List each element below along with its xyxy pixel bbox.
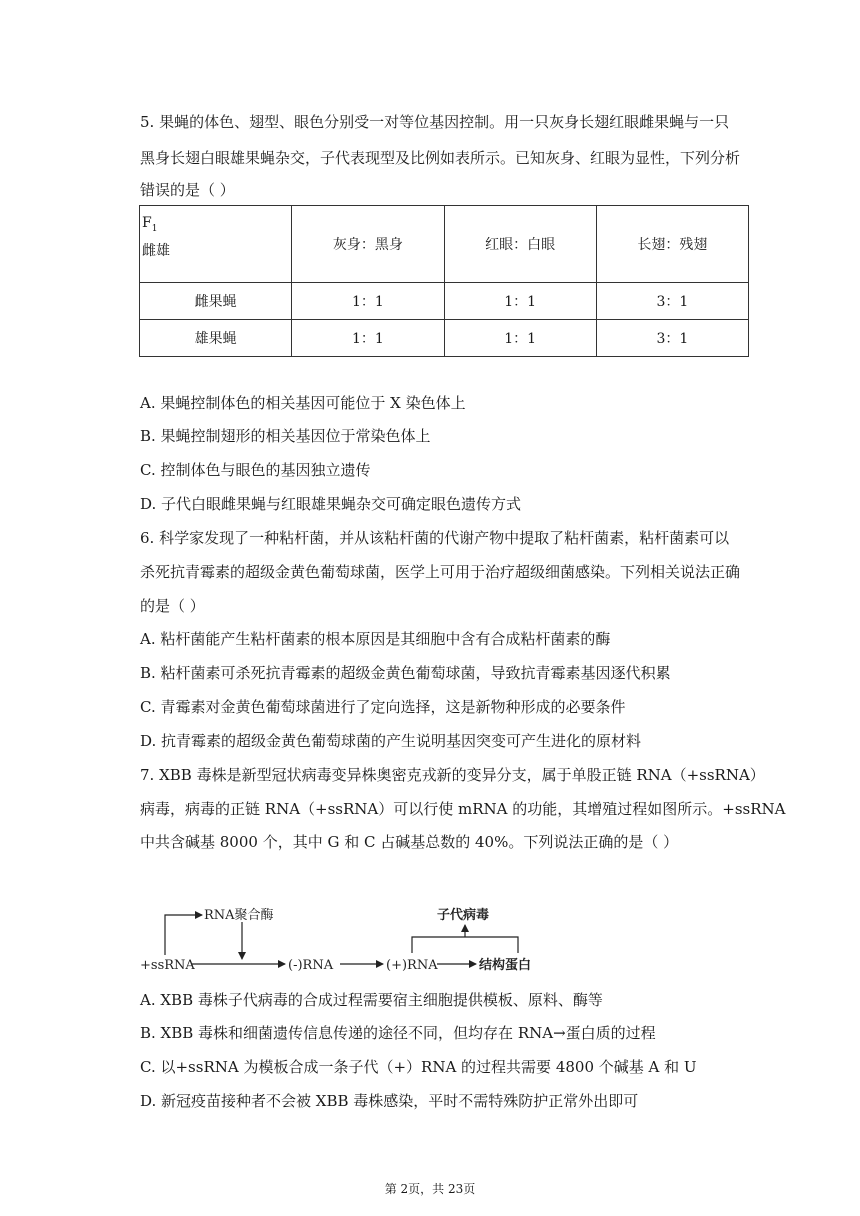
corner-f-label: F bbox=[142, 215, 152, 231]
table-cell: 3：1 bbox=[596, 283, 748, 320]
q7-option-c: C. 以+ssRNA 为模板合成一条子代（+）RNA 的过程共需要 4800 个碱基 A 和 U bbox=[140, 1058, 697, 1076]
diagram-plus-rna-label: (+)RNA bbox=[386, 958, 438, 973]
q6-option-d: D. 抗青霉素的超级金黄色葡萄球菌的产生说明基因突变可产生进化的原材料 bbox=[140, 732, 642, 750]
diagram-minus-rna-label: (-)RNA bbox=[288, 958, 334, 973]
q6-option-a: A. 粘杆菌能产生粘杆菌素的根本原因是其细胞中含有合成粘杆菌素的酶 bbox=[140, 630, 611, 648]
diagram-arrow-to-enzyme bbox=[165, 915, 202, 955]
diagram-protein-label: 结构蛋白 bbox=[479, 958, 532, 973]
table-cell: 1：1 bbox=[292, 320, 444, 357]
q5-option-b: B. 果蝇控制翅形的相关基因位于常染色体上 bbox=[140, 427, 431, 445]
table-header-cell: 灰身：黑身 bbox=[292, 206, 444, 283]
q7-stem-line-2: 病毒，病毒的正链 RNA（+ssRNA）可以行使 mRNA 的功能，其增殖过程如图所示。+ssRNA bbox=[140, 800, 786, 818]
corner-sex-label: 雌雄 bbox=[142, 242, 170, 259]
table-row bbox=[140, 320, 749, 357]
q5-option-c: C. 控制体色与眼色的基因独立遗传 bbox=[140, 461, 371, 479]
table-header-cell: 长翅：残翅 bbox=[596, 206, 748, 283]
table-header-cell: 红眼：白眼 bbox=[444, 206, 596, 283]
q7-stem-line-3: 中共含碱基 8000 个，其中 G 和 C 占碱基总数的 40%。下列说法正确的是（ ） bbox=[140, 833, 679, 851]
q6-stem-line-3: 的是（ ） bbox=[140, 597, 205, 615]
q5-option-a: A. 果蝇控制体色的相关基因可能位于 X 染色体上 bbox=[140, 394, 466, 412]
table-cell: 1：1 bbox=[292, 283, 444, 320]
diagram-enzyme-label: RNA聚合酶 bbox=[204, 908, 274, 923]
q7-option-b: B. XBB 毒株和细菌遗传信息传递的途径不同，但均存在 RNA→蛋白质的过程 bbox=[140, 1024, 656, 1042]
table-row bbox=[140, 283, 749, 320]
table-header-row bbox=[140, 206, 749, 283]
page-footer: 第 2页，共 23页 bbox=[384, 1182, 476, 1196]
diagram-offspring-label: 子代病毒 bbox=[437, 908, 490, 923]
q6-stem-line-1: 6. 科学家发现了一种粘杆菌，并从该粘杆菌的代谢产物中提取了粘杆菌素，粘杆菌素可以 bbox=[140, 529, 730, 547]
q7-stem-line-1: 7. XBB 毒株是新型冠状病毒变异株奥密克戎新的变异分支，属于单股正链 RNA（+ssRNA） bbox=[140, 766, 765, 784]
q6-option-c: C. 青霉素对金黄色葡萄球菌进行了定向选择，这是新物种形成的必要条件 bbox=[140, 698, 626, 716]
q7-option-d: D. 新冠疫苗接种者不会被 XBB 毒株感染，平时不需特殊防护正常外出即可 bbox=[140, 1092, 639, 1110]
diagram-assembly-bracket bbox=[412, 937, 518, 953]
q7-option-a: A. XBB 毒株子代病毒的合成过程需要宿主细胞提供模板、原料、酶等 bbox=[140, 991, 603, 1009]
q5-stem-line-2: 黑身长翅白眼雄果蝇杂交，子代表现型及比例如表所示。已知灰身、红眼为显性，下列分析 bbox=[140, 149, 741, 167]
q6-option-b: B. 粘杆菌素可杀死抗青霉素的超级金黄色葡萄球菌，导致抗青霉素基因逐代积累 bbox=[140, 664, 671, 682]
row-label: 雌果蝇 bbox=[140, 283, 292, 320]
table-cell: 1：1 bbox=[444, 283, 596, 320]
q5-stem-line-1: 5. 果蝇的体色、翅型、眼色分别受一对等位基因控制。用一只灰身长翅红眼雌果蝇与一只 bbox=[140, 113, 730, 131]
corner-f-subscript: 1 bbox=[151, 223, 158, 234]
q5-option-d: D. 子代白眼雌果蝇与红眼雄果蝇杂交可确定眼色遗传方式 bbox=[140, 495, 522, 513]
diagram-ssrna-label: +ssRNA bbox=[140, 958, 195, 973]
table-cell: 1：1 bbox=[444, 320, 596, 357]
table-cell: 3：1 bbox=[596, 320, 748, 357]
q5-ratio-table bbox=[139, 205, 749, 357]
q6-stem-line-2: 杀死抗青霉素的超级金黄色葡萄球菌，医学上可用于治疗超级细菌感染。下列相关说法正确 bbox=[140, 563, 741, 581]
table-corner-cell bbox=[140, 206, 292, 283]
q5-stem-line-3: 错误的是（ ） bbox=[140, 181, 235, 199]
row-label: 雄果蝇 bbox=[140, 320, 292, 357]
virus-replication-diagram bbox=[140, 895, 570, 980]
